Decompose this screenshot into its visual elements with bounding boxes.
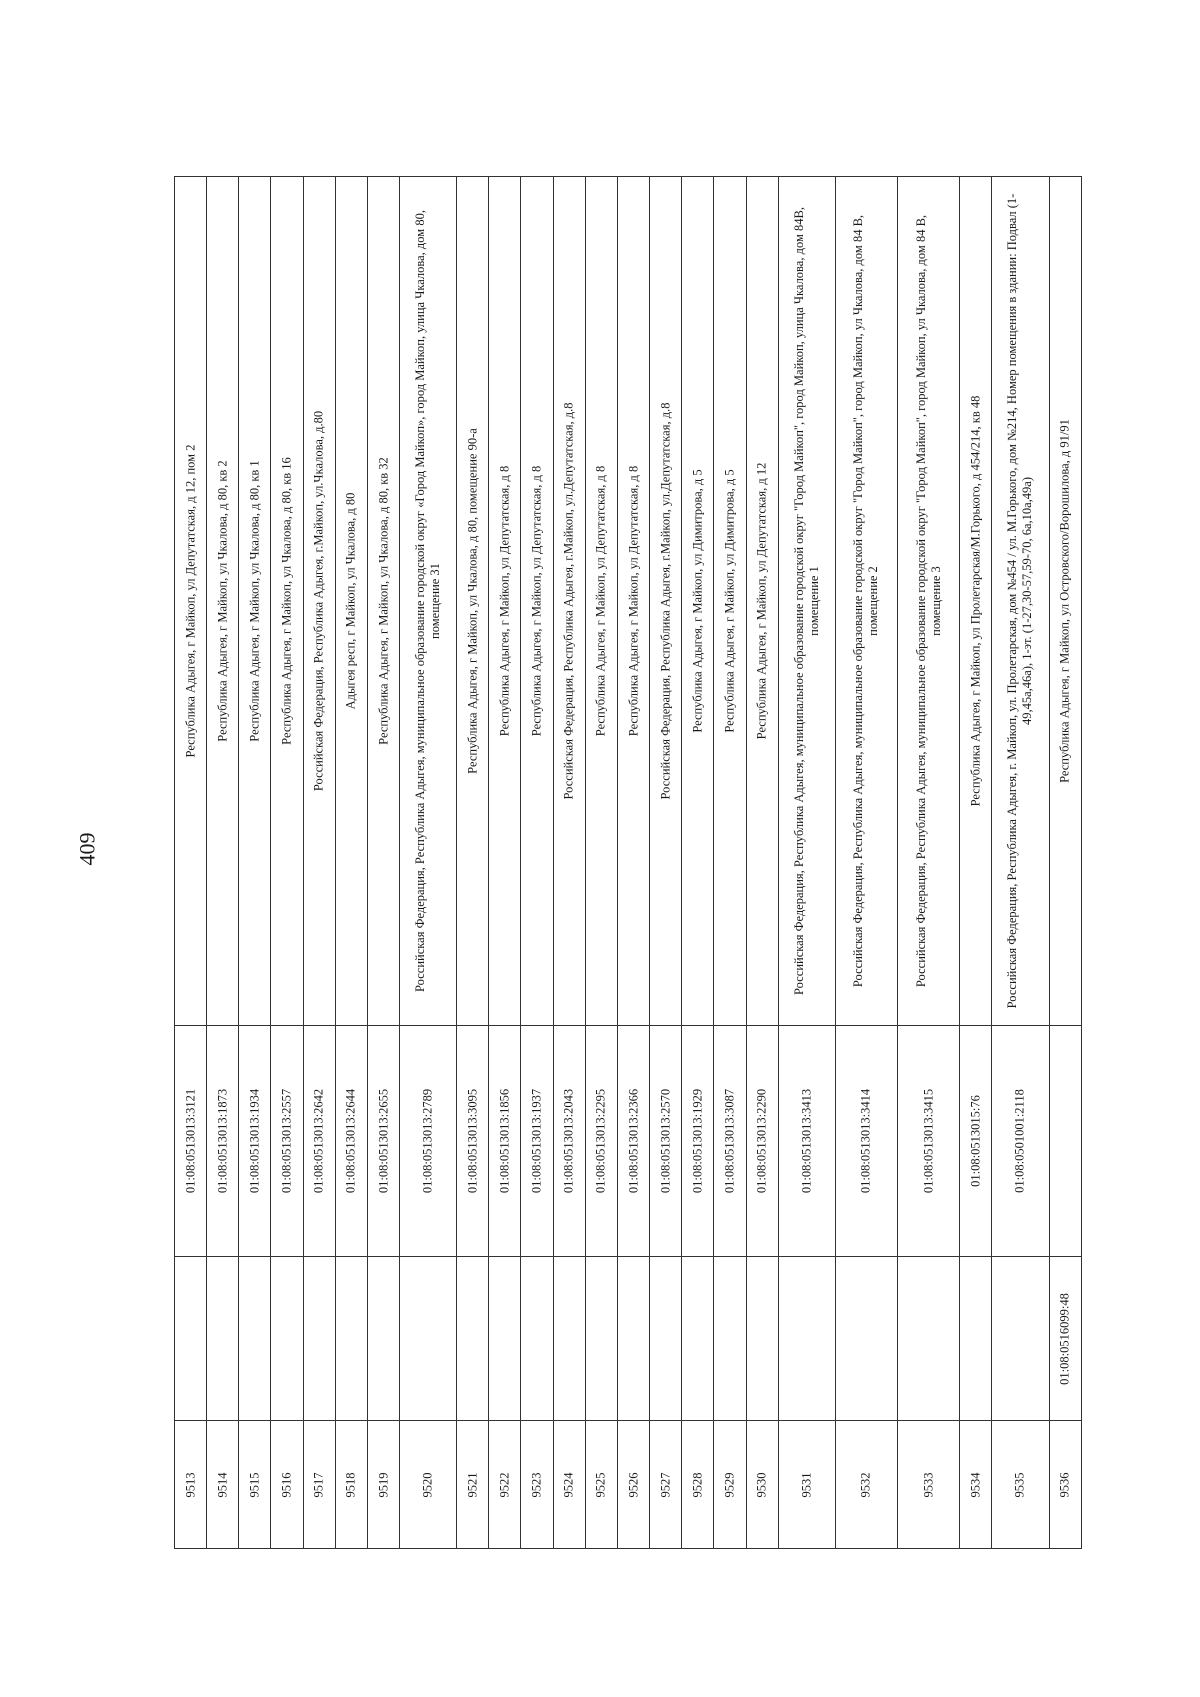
address-cell <box>898 177 960 1026</box>
row-number-cell <box>367 1421 399 1549</box>
cadastral-text: 01:08:0513013:3087 <box>722 1088 737 1194</box>
address-text: Республика Адыгея, г Майкоп, ул Чкалова, д 80, кв 2 <box>215 460 230 742</box>
address-text: Республика Адыгея, г Майкоп, ул Димитрова, д 5 <box>722 469 737 733</box>
row-number-text: 9517 <box>311 1472 326 1497</box>
row-number-text: 9528 <box>690 1472 705 1497</box>
row-number-text: 9520 <box>420 1472 435 1497</box>
address-text: Республика Адыгея, г Майкоп, ул Депутатская, д 8 <box>497 465 512 737</box>
cadastral-cell <box>400 1026 457 1257</box>
cadastral-text: 01:08:0513013:3413 <box>799 1088 814 1194</box>
row-number-cell <box>303 1421 335 1549</box>
land-cadastral-cell <box>1049 1257 1082 1421</box>
cadastral-text: 01:08:0513013:3095 <box>465 1088 480 1194</box>
cadastral-text: 01:08:0513013:2644 <box>343 1088 358 1194</box>
land-cadastral-cell <box>335 1257 367 1421</box>
land-cadastral-cell <box>489 1257 521 1421</box>
address-text: Республика Адыгея, г Майкоп, ул Депутатская, д 8 <box>529 465 544 737</box>
address-cell <box>489 177 521 1026</box>
cadastral-cell <box>960 1026 992 1257</box>
address-text: Российская Федерация, Республика Адыгея, муниципальное образование городской округ "Город Майкоп", город Майкоп, ул Чкалова, дом 84 В, помещение 3 <box>913 214 943 988</box>
row-number-text: 9522 <box>497 1472 512 1497</box>
address-cell <box>778 177 835 1026</box>
row-number-cell <box>960 1421 992 1549</box>
row-number-cell <box>457 1421 489 1549</box>
cadastral-cell <box>303 1026 335 1257</box>
address-cell <box>553 177 585 1026</box>
page-number-text: 409 <box>74 832 99 866</box>
land-cadastral-cell <box>617 1257 649 1421</box>
row-number-text: 9533 <box>921 1472 936 1497</box>
row-number-cell <box>521 1421 553 1549</box>
cadastral-cell <box>175 1026 207 1257</box>
cadastral-cell <box>585 1026 617 1257</box>
row-number-cell <box>746 1421 778 1549</box>
address-text: Республика Адыгея, г Майкоп, ул Чкалова, д 80, кв 32 <box>376 457 391 745</box>
address-text: Республика Адыгея, г Майкоп, ул Пролетарская/М.Горького, д 454/214, кв 48 <box>968 395 983 807</box>
land-cadastral-cell <box>650 1257 682 1421</box>
row-number-text: 9527 <box>658 1472 673 1497</box>
cadastral-cell <box>457 1026 489 1257</box>
land-cadastral-cell <box>746 1257 778 1421</box>
land-cadastral-text: 01:08:0516099:48 <box>1057 1292 1072 1385</box>
address-cell <box>746 177 778 1026</box>
row-number-cell <box>175 1421 207 1549</box>
land-cadastral-cell <box>367 1257 399 1421</box>
row-number-cell <box>682 1421 714 1549</box>
cadastral-cell <box>898 1026 960 1257</box>
cadastral-text: 01:08:0513015:76 <box>968 1095 983 1187</box>
row-number-text: 9525 <box>593 1472 608 1497</box>
address-text: Российская Федерация, Республика Адыгея, муниципальное образование городской округ "Город Майкоп", город Майкоп, ул Чкалова, дом 84 В, помещение 2 <box>851 214 881 988</box>
cadastral-text: 01:08:0513013:2655 <box>376 1088 391 1194</box>
land-cadastral-cell <box>239 1257 271 1421</box>
cadastral-text: 01:08:0513013:2789 <box>420 1088 435 1194</box>
row-number-text: 9513 <box>183 1472 198 1497</box>
cadastral-cell <box>489 1026 521 1257</box>
address-cell <box>992 177 1049 1026</box>
cadastral-cell <box>207 1026 239 1257</box>
land-cadastral-cell <box>553 1257 585 1421</box>
row-number-text: 9534 <box>968 1472 983 1497</box>
cadastral-text: 01:08:0513013:1856 <box>497 1088 512 1194</box>
row-number-text: 9529 <box>722 1472 737 1497</box>
land-cadastral-cell <box>714 1257 746 1421</box>
cadastral-text: 01:08:0513013:3121 <box>183 1088 198 1194</box>
row-number-text: 9526 <box>626 1472 641 1497</box>
address-text: Российская Федерация, Республика Адыгея, г.Майкоп, ул.Депутатская, д.8 <box>658 402 673 800</box>
cadastral-cell <box>682 1026 714 1257</box>
row-number-text: 9521 <box>465 1472 480 1497</box>
row-number-cell <box>335 1421 367 1549</box>
cadastral-cell <box>271 1026 303 1257</box>
row-number-cell <box>271 1421 303 1549</box>
cadastral-cell <box>778 1026 835 1257</box>
cadastral-cell <box>335 1026 367 1257</box>
land-cadastral-cell <box>992 1257 1049 1421</box>
row-number-cell <box>898 1421 960 1549</box>
land-cadastral-cell <box>585 1257 617 1421</box>
land-cadastral-cell <box>175 1257 207 1421</box>
row-number-text: 9514 <box>215 1472 230 1497</box>
cadastral-text: 01:08:0513013:2642 <box>311 1088 326 1194</box>
register-table <box>174 176 1082 1549</box>
cadastral-text: 01:08:0513013:2043 <box>561 1088 576 1194</box>
address-cell <box>835 177 897 1026</box>
row-number-cell <box>553 1421 585 1549</box>
address-text: Республика Адыгея, г Майкоп, ул Депутатская, д 8 <box>626 465 641 737</box>
row-number-text: 9535 <box>1012 1472 1027 1497</box>
row-number-text: 9530 <box>754 1472 769 1497</box>
row-number-cell <box>489 1421 521 1549</box>
address-cell <box>521 177 553 1026</box>
address-cell <box>682 177 714 1026</box>
cadastral-text: 01:08:0513013:1937 <box>529 1088 544 1194</box>
address-column <box>175 177 1082 1026</box>
row-number-text: 9516 <box>279 1472 294 1497</box>
address-text: Российская Федерация, Республика Адыгея, г.Майкоп, ул.Чкалова, д.80 <box>311 410 326 792</box>
cadastral-text: 01:08:0513013:1934 <box>247 1088 262 1194</box>
row-number-text: 9515 <box>247 1472 262 1497</box>
row-number-cell <box>239 1421 271 1549</box>
land-cadastral-cell <box>400 1257 457 1421</box>
row-number-cell <box>835 1421 897 1549</box>
row-number-text: 9519 <box>376 1472 391 1497</box>
cadastral-text: 01:08:0513013:2366 <box>626 1088 641 1194</box>
row-number-cell <box>207 1421 239 1549</box>
row-number-text: 9532 <box>858 1472 873 1497</box>
address-cell <box>457 177 489 1026</box>
address-text: Российская Федерация, Республика Адыгея, муниципальное образование городской округ «Город Майкоп», город Майкоп, улица Чкалова, дом 80, помещение 31 <box>413 210 443 992</box>
row-number-cell <box>1049 1421 1082 1549</box>
cadastral-cell <box>746 1026 778 1257</box>
cadastral-text: 01:08:0513013:1873 <box>215 1088 230 1194</box>
row-number-text: 9536 <box>1057 1472 1072 1497</box>
cadastral-text: 01:08:0513013:1929 <box>690 1088 705 1194</box>
land-cadastral-cell <box>960 1257 992 1421</box>
address-text: Республика Адыгея, г Майкоп, ул Островского/Ворошилова, д 91/91 <box>1057 419 1072 783</box>
cadastral-cell <box>992 1026 1049 1257</box>
address-cell <box>617 177 649 1026</box>
cadastral-cell <box>521 1026 553 1257</box>
address-text: Республика Адыгея, г Майкоп, ул Чкалова, д 80, помещение 90-а <box>465 428 480 774</box>
number-column <box>175 1421 1082 1549</box>
land-cadastral-cell <box>835 1257 897 1421</box>
address-cell <box>175 177 207 1026</box>
address-text: Республика Адыгея, г Майкоп, ул Чкалова, д 80, кв 1 <box>247 460 262 742</box>
land-cadastral-cell <box>898 1257 960 1421</box>
cadastral-text: 01:08:0501001:2118 <box>1012 1089 1027 1193</box>
cadastral-text: 01:08:0513013:3414 <box>858 1088 873 1194</box>
land-cadastral-cell <box>207 1257 239 1421</box>
cadastral-cell <box>239 1026 271 1257</box>
address-cell <box>650 177 682 1026</box>
row-number-cell <box>617 1421 649 1549</box>
page-number <box>70 829 104 869</box>
address-cell <box>1049 177 1082 1026</box>
address-text: Российская Федерация, Республика Адыгея, г.Майкоп, ул.Депутатская, д.8 <box>561 402 576 800</box>
address-cell <box>960 177 992 1026</box>
row-number-text: 9518 <box>343 1472 358 1497</box>
address-cell <box>207 177 239 1026</box>
cadastral-cell <box>1049 1026 1082 1257</box>
cadastral-text: 01:08:0513013:2290 <box>754 1088 769 1194</box>
address-text: Республика Адыгея, г Майкоп, ул Депутатская, д 8 <box>593 465 608 737</box>
address-text: Российская Федерация, Республика Адыгея, г. Майкоп, ул. Пролетарская, дом №454 / ул. М.Горького, дом №214, Номер помещения в здании: Подвал (1-49,45а,46а), 1-эт. (1-27,30-57,59-70, 6а,10а,49а) <box>1005 193 1035 1009</box>
land-cadastral-cell <box>457 1257 489 1421</box>
cadastral-column <box>175 1026 1082 1257</box>
address-text: Адыгея респ, г Майкоп, ул Чкалова, д 80 <box>343 492 358 710</box>
address-cell <box>303 177 335 1026</box>
cadastral-cell <box>835 1026 897 1257</box>
land-cadastral-cell <box>778 1257 835 1421</box>
address-text: Республика Адыгея, г Майкоп, ул Депутатская, д 12, пом 2 <box>183 444 198 758</box>
row-number-cell <box>714 1421 746 1549</box>
land-cadastral-cell <box>521 1257 553 1421</box>
address-text: Республика Адыгея, г Майкоп, ул Чкалова, д 80, кв 16 <box>279 457 294 745</box>
row-number-cell <box>585 1421 617 1549</box>
cadastral-text: 01:08:0513013:2570 <box>658 1088 673 1194</box>
address-text: Республика Адыгея, г Майкоп, ул Депутатская, д 12 <box>754 462 769 740</box>
cadastral-cell <box>617 1026 649 1257</box>
cadastral-cell <box>714 1026 746 1257</box>
row-number-cell <box>650 1421 682 1549</box>
land-cadastral-column <box>175 1257 1082 1421</box>
row-number-text: 9531 <box>799 1472 814 1497</box>
address-cell <box>714 177 746 1026</box>
cadastral-cell <box>650 1026 682 1257</box>
row-number-cell <box>778 1421 835 1549</box>
cadastral-text: 01:08:0513013:2295 <box>593 1088 608 1194</box>
row-number-cell <box>400 1421 457 1549</box>
row-number-cell <box>992 1421 1049 1549</box>
address-cell <box>400 177 457 1026</box>
address-cell <box>585 177 617 1026</box>
cadastral-cell <box>367 1026 399 1257</box>
address-cell <box>271 177 303 1026</box>
address-cell <box>239 177 271 1026</box>
row-number-text: 9524 <box>561 1472 576 1497</box>
land-cadastral-cell <box>271 1257 303 1421</box>
land-cadastral-cell <box>682 1257 714 1421</box>
land-cadastral-cell <box>303 1257 335 1421</box>
cadastral-text: 01:08:0513013:3415 <box>921 1088 936 1194</box>
address-cell <box>335 177 367 1026</box>
row-number-text: 9523 <box>529 1472 544 1497</box>
cadastral-text: 01:08:0513013:2557 <box>279 1088 294 1194</box>
address-text: Республика Адыгея, г Майкоп, ул Димитрова, д 5 <box>690 469 705 733</box>
cadastral-cell <box>553 1026 585 1257</box>
address-cell <box>367 177 399 1026</box>
address-text: Российская Федерация, Республика Адыгея, муниципальное образование городской округ "Город Майкоп", город Майкоп, улица Чкалова, дом 84В, помещение 1 <box>791 207 821 995</box>
